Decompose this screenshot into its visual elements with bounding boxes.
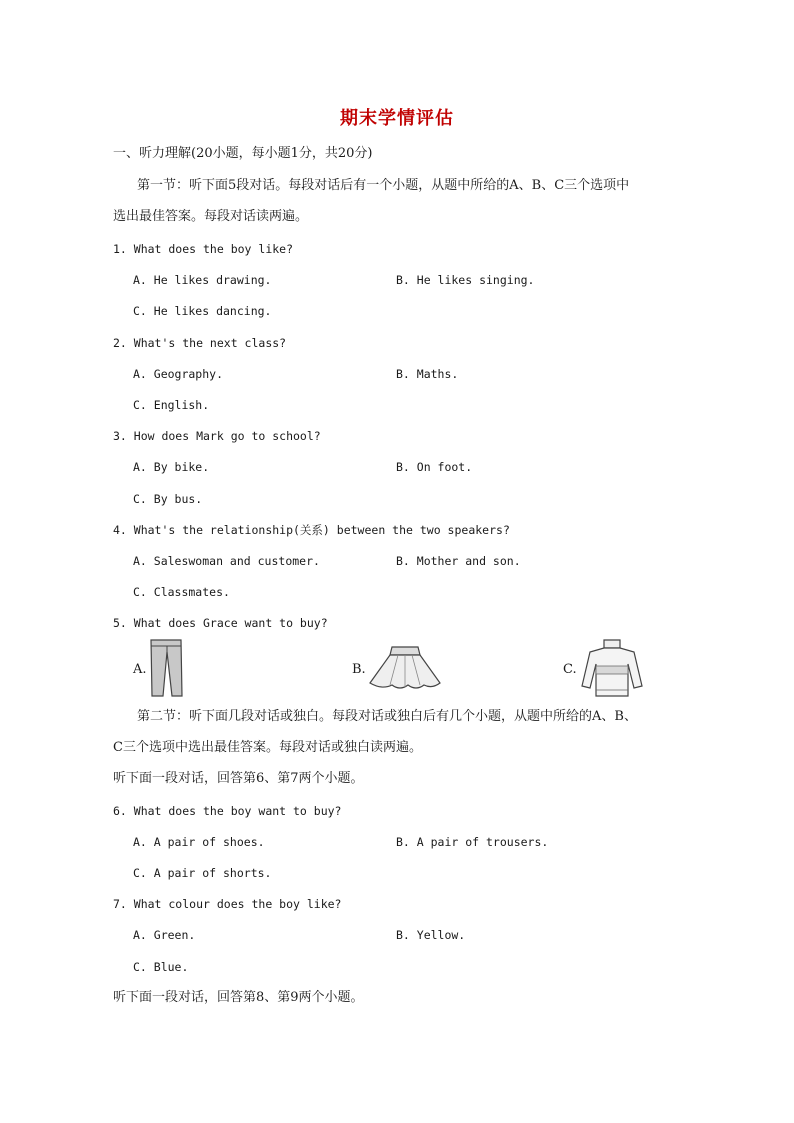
- part2-instructions: 第二节：听下面几段对话或独白。每段对话或独白后有几个小题，从题中所给的A、B、: [137, 709, 637, 724]
- q7-option-a: A. Green.: [133, 928, 196, 942]
- question-3: 3. How does Mark go to school?: [113, 429, 321, 443]
- question-4: 4. What's the relationship(关系) between the two speakers?: [113, 523, 510, 537]
- q4-option-b: B. Mother and son.: [396, 554, 521, 568]
- q2-option-b: B. Maths.: [396, 367, 459, 381]
- question-6: 6. What does the boy want to buy?: [113, 804, 342, 818]
- q7-option-b: B. Yellow.: [396, 928, 466, 942]
- q5-option-b-label: B.: [352, 662, 366, 677]
- q6-option-a: A. A pair of shoes.: [133, 835, 265, 849]
- part1-instructions-cont: 选出最佳答案。每段对话读两遍。: [113, 209, 309, 224]
- q4-option-c: C. Classmates.: [133, 585, 230, 599]
- trousers-icon: [147, 638, 185, 702]
- page-title: 期末学情评估: [340, 108, 454, 129]
- sweater-icon: [578, 638, 646, 702]
- q1-option-a: A. He likes drawing.: [133, 273, 272, 287]
- q6-option-c: C. A pair of shorts.: [133, 866, 272, 880]
- question-5: 5. What does Grace want to buy?: [113, 616, 328, 630]
- q7-option-c: C. Blue.: [133, 960, 189, 974]
- q2-option-a: A. Geography.: [133, 367, 224, 381]
- q3-option-b: B. On foot.: [396, 460, 473, 474]
- q5-option-c-label: C.: [563, 662, 577, 677]
- q1-option-c: C. He likes dancing.: [133, 304, 272, 318]
- q3-option-c: C. By bus.: [133, 492, 203, 506]
- part1-instructions: 第一节：听下面5段对话。每段对话后有一个小题，从题中所给的A、B、C三个选项中: [137, 178, 630, 193]
- skirt-icon: [368, 645, 442, 695]
- q4-option-a: A. Saleswoman and customer.: [133, 554, 320, 568]
- q3-option-a: A. By bike.: [133, 460, 210, 474]
- q5-option-a-label: A.: [133, 662, 147, 677]
- section-heading: 一、听力理解(20小题，每小题1分，共20分): [113, 146, 373, 161]
- group-1-intro: 听下面一段对话，回答第6、第7两个小题。: [113, 771, 364, 786]
- question-2: 2. What's the next class?: [113, 336, 287, 350]
- q1-option-b: B. He likes singing.: [396, 273, 535, 287]
- question-7: 7. What colour does the boy like?: [113, 897, 342, 911]
- question-1: 1. What does the boy like?: [113, 242, 294, 256]
- part2-instructions-cont: C三个选项中选出最佳答案。每段对话或独白读两遍。: [113, 740, 422, 755]
- q6-option-b: B. A pair of trousers.: [396, 835, 549, 849]
- group-2-intro: 听下面一段对话，回答第8、第9两个小题。: [113, 990, 364, 1005]
- q2-option-c: C. English.: [133, 398, 210, 412]
